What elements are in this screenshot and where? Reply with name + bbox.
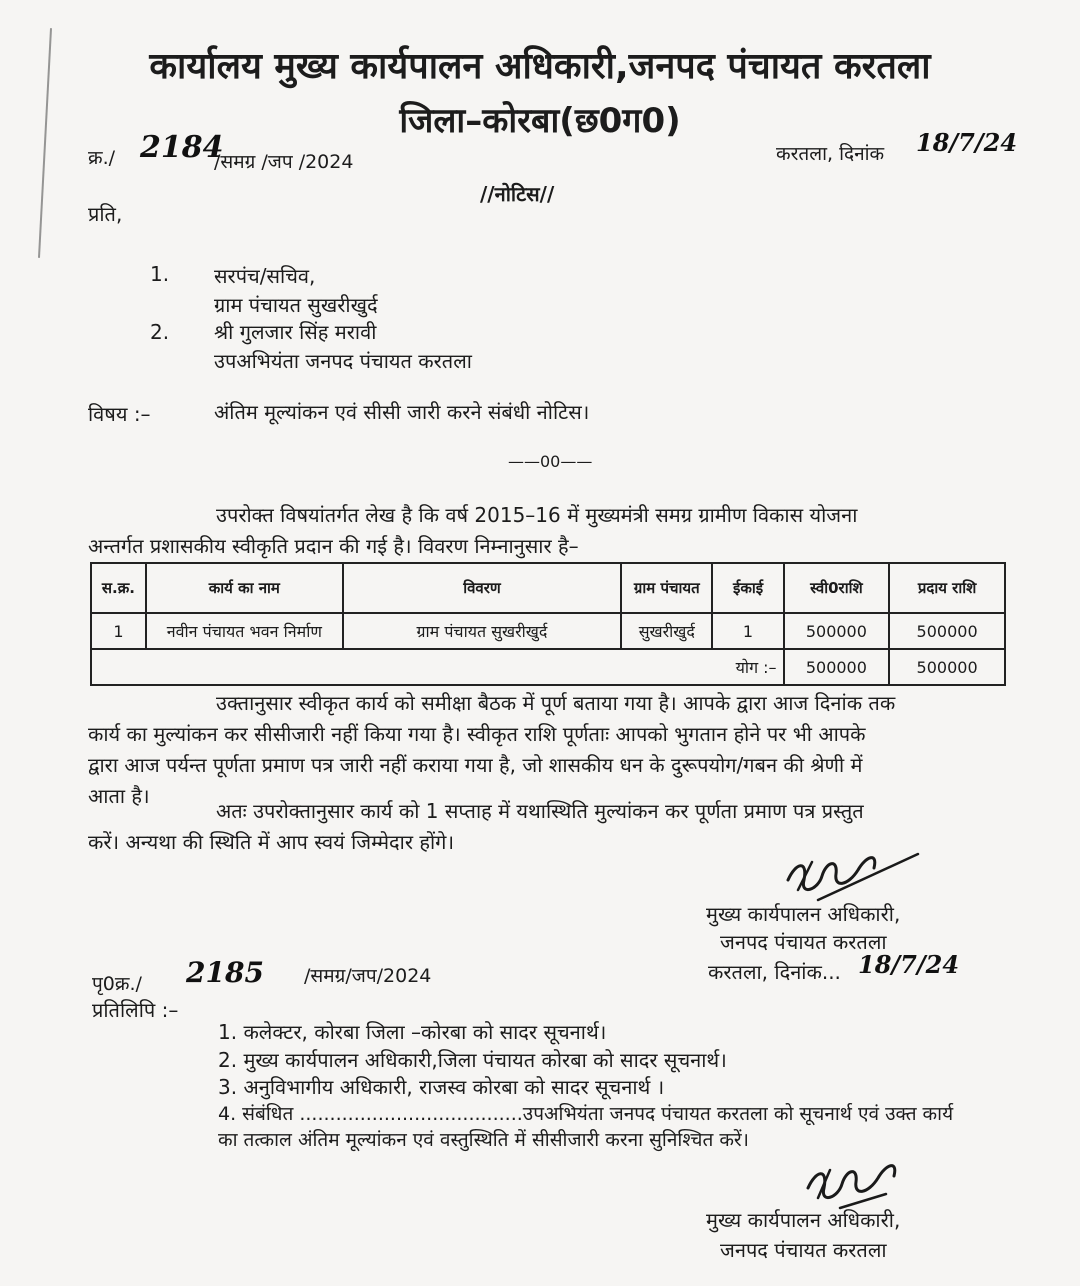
signature-1 [778,840,928,906]
signature-2-office: जनपद पंचायत करतला [720,1238,887,1262]
cell-panchayat: सुखरीखुर्द [621,613,712,649]
ref-number: 2184 [140,130,224,165]
office-title: कार्यालय मुख्य कार्यपालन अधिकारी,जनपद पंचायत करतला [149,46,931,87]
ref-place-date-label: करतला, दिनांक [776,143,885,165]
endorsement-suffix: /समग्र/जप/2024 [304,965,432,987]
col-header-serial: स.क्र. [91,563,146,613]
subject-label: विषय :– [88,402,151,426]
endorsement-number: 2185 [186,956,264,989]
district-title: जिला–कोरबा(छ0ग0) [399,101,681,141]
para2-line: द्वारा आज पर्यन्त पूर्णता प्रमाण पत्र जारी नहीं कराया गया है, जो शासकीय धन के दुरूपयोग/गबन की श्रेणी में [88,753,863,777]
col-header-unit: ईकाई [712,563,783,613]
separator: ——00—— [508,452,593,471]
table-total-row [91,649,1005,685]
signature-1-place-date-label: करतला, दिनांक... [708,960,841,984]
signature-2-designation: मुख्य कार्यपालन अधिकारी, [706,1208,901,1232]
cell-provided: 500000 [889,613,1005,649]
notice-title: //नोटिस// [480,182,555,206]
para2-line: आता है। [88,784,150,808]
cell-details: ग्राम पंचायत सुखरीखुर्द [343,613,621,649]
recipient-2-line2: उपअभियंता जनपद पंचायत करतला [214,349,472,373]
copy-item: 3. अनुविभागीय अधिकारी, राजस्व कोरबा को सादर सूचनार्थ । [218,1075,665,1099]
subject-text: अंतिम मूल्यांकन एवं सीसी जारी करने संबंधी नोटिस। [214,400,590,424]
cell-total-label: योग :– [91,649,784,685]
cell-unit: 1 [712,613,783,649]
recipient-1-number: 1. [150,262,170,286]
ref-prefix: क्र./ [88,147,116,169]
copy-item: 2. मुख्य कार्यपालन अधिकारी,जिला पंचायत कोरबा को सादर सूचनार्थ। [218,1048,727,1072]
recipient-2-number: 2. [150,320,170,344]
to-label: प्रति, [88,202,123,226]
para1-line: उपरोक्त विषयांतर्गत लेख है कि वर्ष 2015–16 में मुख्यमंत्री समग्र ग्रामीण विकास योजना [216,503,858,527]
cell-total-provided: 500000 [889,649,1005,685]
col-header-sanctioned: स्वी0राशि [784,563,890,613]
col-header-details: विवरण [343,563,621,613]
ref-suffix: /समग्र /जप /2024 [214,151,354,173]
col-header-provided: प्रदाय राशि [889,563,1005,613]
recipient-1-line1: सरपंच/सचिव, [214,264,316,288]
para2-line: उक्तानुसार स्वीकृत कार्य को समीक्षा बैठक में पूर्ण बताया गया है। आपके द्वारा आज दिनांक तक [216,691,896,715]
para3-line: करें। अन्यथा की स्थिति में आप स्वयं जिम्मेदार होंगे। [88,830,455,854]
cell-total-sanctioned: 500000 [784,649,890,685]
works-table [90,562,1006,686]
table-header-row [91,563,1005,613]
para3-line: अतः उपरोक्तानुसार कार्य को 1 सप्ताह में यथास्थिति मुल्यांकन कर पूर्णता प्रमाण पत्र प्रस्तुत [216,799,864,823]
copy-item: 1. कलेक्टर, कोरबा जिला –कोरबा को सादर सूचनार्थ। [218,1020,607,1044]
para2-line: कार्य का मुल्यांकन कर सीसीजारी नहीं किया गया है। स्वीकृत राशि पूर्णताः आपको भुगतान होने पर भी आपके [88,722,866,746]
signature-2 [800,1150,910,1210]
endorsement-prefix: पृ0क्र./ [92,973,142,995]
copy-item-continuation: का तत्काल अंतिम मूल्यांकन एवं वस्तुस्थिति में सीसीजारी करना सुनिश्चित करें। [218,1129,749,1151]
signature-1-office: जनपद पंचायत करतला [720,930,887,954]
ref-date: 18/7/24 [916,128,1018,157]
signature-1-date: 18/7/24 [858,950,960,979]
col-header-panchayat: ग्राम पंचायत [621,563,712,613]
copy-item: 4. संबंधित .....................................उपअभियंता जनपद पंचायत करतला को सूचनार्थ एवं उक्त कार्य [218,1103,954,1125]
paragraph-intro [88,500,1008,562]
para1-line: अन्तर्गत प्रशासकीय स्वीकृति प्रदान की गई है। विवरण निम्नानुसार है– [88,534,579,558]
recipient-1-line2: ग्राम पंचायत सुखरीखुर्द [214,293,378,317]
table-row [91,613,1005,649]
cell-serial: 1 [91,613,146,649]
signature-1-designation: मुख्य कार्यपालन अधिकारी, [706,902,901,926]
cell-work-name: नवीन पंचायत भवन निर्माण [146,613,343,649]
recipient-2-line1: श्री गुलजार सिंह मरावी [214,320,377,344]
col-header-work-name: कार्य का नाम [146,563,343,613]
copy-label: प्रतिलिपि :– [92,998,179,1022]
paragraph-review [88,688,1008,812]
cell-sanctioned: 500000 [784,613,890,649]
